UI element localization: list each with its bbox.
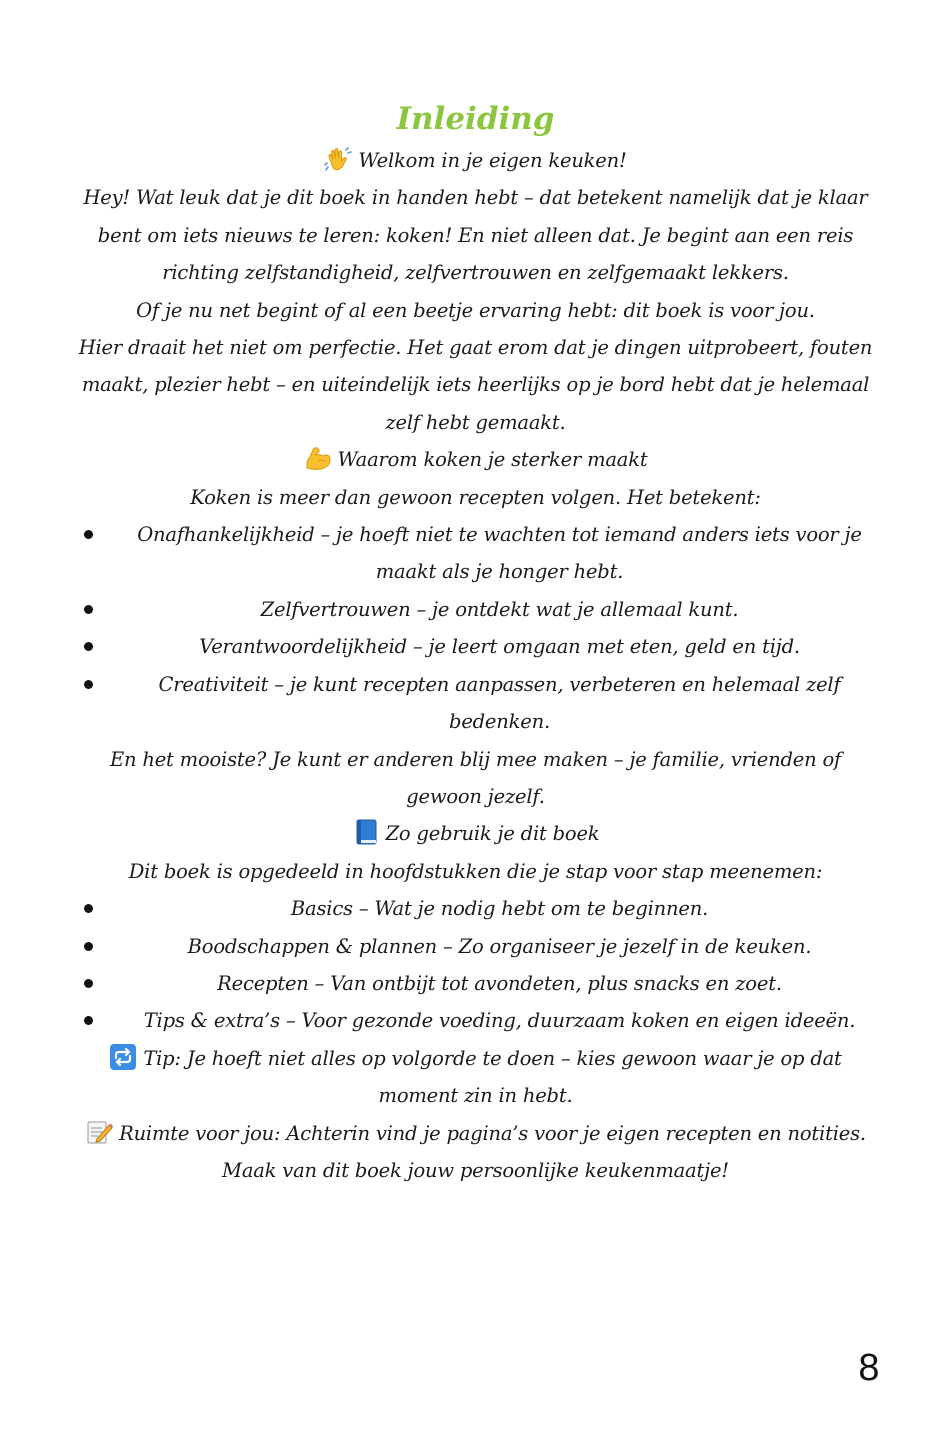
bullet-icon xyxy=(84,1016,93,1025)
welcome-paragraph-3: Hier draait het niet om perfectie. Het gaat erom dat je dingen uitprobeert, fouten maakt, plezier hebt – en uiteindelijk iets heerlijks op je bord hebt dat je helemaal zelf hebt gemaakt. xyxy=(78,336,873,434)
notes-paragraph xyxy=(70,1115,881,1190)
howto-heading xyxy=(70,815,881,852)
list-item-text: Recepten – Van ontbijt tot avondeten, plus snacks en zoet. xyxy=(217,971,782,995)
repeat-arrows-icon xyxy=(109,1043,137,1071)
memo-pencil-icon xyxy=(85,1118,113,1146)
bullet-icon xyxy=(84,605,93,614)
page-number: 8 xyxy=(858,1347,880,1389)
list-item xyxy=(70,1002,881,1039)
list-item xyxy=(70,965,881,1002)
bullet-icon xyxy=(84,979,93,988)
stronger-outro: En het mooiste? Je kunt er anderen blij mee maken – je familie, vrienden of gewoon jezelf. xyxy=(109,747,842,808)
page-title: Inleiding xyxy=(396,101,555,137)
bullet-icon xyxy=(84,642,93,651)
list-item-text: Tips & extra’s – Voor gezonde voeding, duurzaam koken en eigen ideeën. xyxy=(143,1009,856,1033)
page-content xyxy=(70,96,881,1189)
welcome-paragraph-1: Hey! Wat leuk dat je dit boek in handen hebt – dat betekent namelijk dat je klaar bent om iets nieuws te leren: koken! En niet alleen dat. Je begint aan een reis richting zelfstandigheid, zelfvertrouwen en zelfgemaakt lekkers. xyxy=(83,186,868,285)
bullet-icon xyxy=(84,942,93,951)
welcome-paragraph-2: Of je nu net begint of al een beetje ervaring hebt: dit boek is voor jou. xyxy=(136,298,815,322)
bullet-icon xyxy=(84,904,93,913)
howto-intro: Dit boek is opgedeeld in hoofdstukken die je stap voor stap meenemen: xyxy=(128,859,823,883)
howto-heading-text: Zo gebruik je dit boek xyxy=(385,822,600,846)
stronger-list xyxy=(70,516,881,740)
list-item-text: Verantwoordelijkheid – je leert omgaan met eten, geld en tijd. xyxy=(199,635,800,659)
tip-text: Tip: Je hoeft niet alles op volgorde te doen – kies gewoon waar je op dat moment zin in hebt. xyxy=(143,1046,842,1108)
flexed-biceps-icon xyxy=(304,444,332,472)
howto-list xyxy=(70,890,881,1040)
list-item xyxy=(70,591,881,628)
notes-text: Ruimte voor jou: Achterin vind je pagina’s voor je eigen recepten en notities. Maak van dit boek jouw persoonlijke keukenmaatje! xyxy=(119,1121,866,1182)
list-item xyxy=(70,516,881,591)
list-item xyxy=(70,628,881,665)
tip-paragraph xyxy=(70,1040,881,1115)
welcome-heading-text: Welkom in je eigen keuken! xyxy=(358,149,627,172)
list-item xyxy=(70,666,881,741)
list-item-text: Onafhankelijkheid – je hoeft niet te wachten tot iemand anders iets voor je maakt als je honger hebt. xyxy=(137,523,862,584)
bullet-icon xyxy=(84,680,93,689)
list-item-text: Zelfvertrouwen – je ontdekt wat je allemaal kunt. xyxy=(260,597,739,621)
list-item-text: Basics – Wat je nodig hebt om te beginnen. xyxy=(290,897,709,921)
bullet-icon xyxy=(84,530,93,539)
welcome-heading xyxy=(70,142,881,179)
blue-book-icon xyxy=(352,818,380,846)
list-item-text: Boodschappen & plannen – Zo organiseer je jezelf in de keuken. xyxy=(187,934,812,958)
stronger-heading-text: Waarom koken je sterker maakt xyxy=(337,448,648,472)
list-item xyxy=(70,928,881,965)
waving-hand-icon xyxy=(324,145,352,173)
list-item xyxy=(70,890,881,927)
stronger-heading xyxy=(70,441,881,478)
stronger-intro: Koken is meer dan gewoon recepten volgen. Het betekent: xyxy=(190,485,761,509)
list-item-text: Creativiteit – je kunt recepten aanpassen, verbeteren en helemaal zelf bedenken. xyxy=(158,672,841,734)
